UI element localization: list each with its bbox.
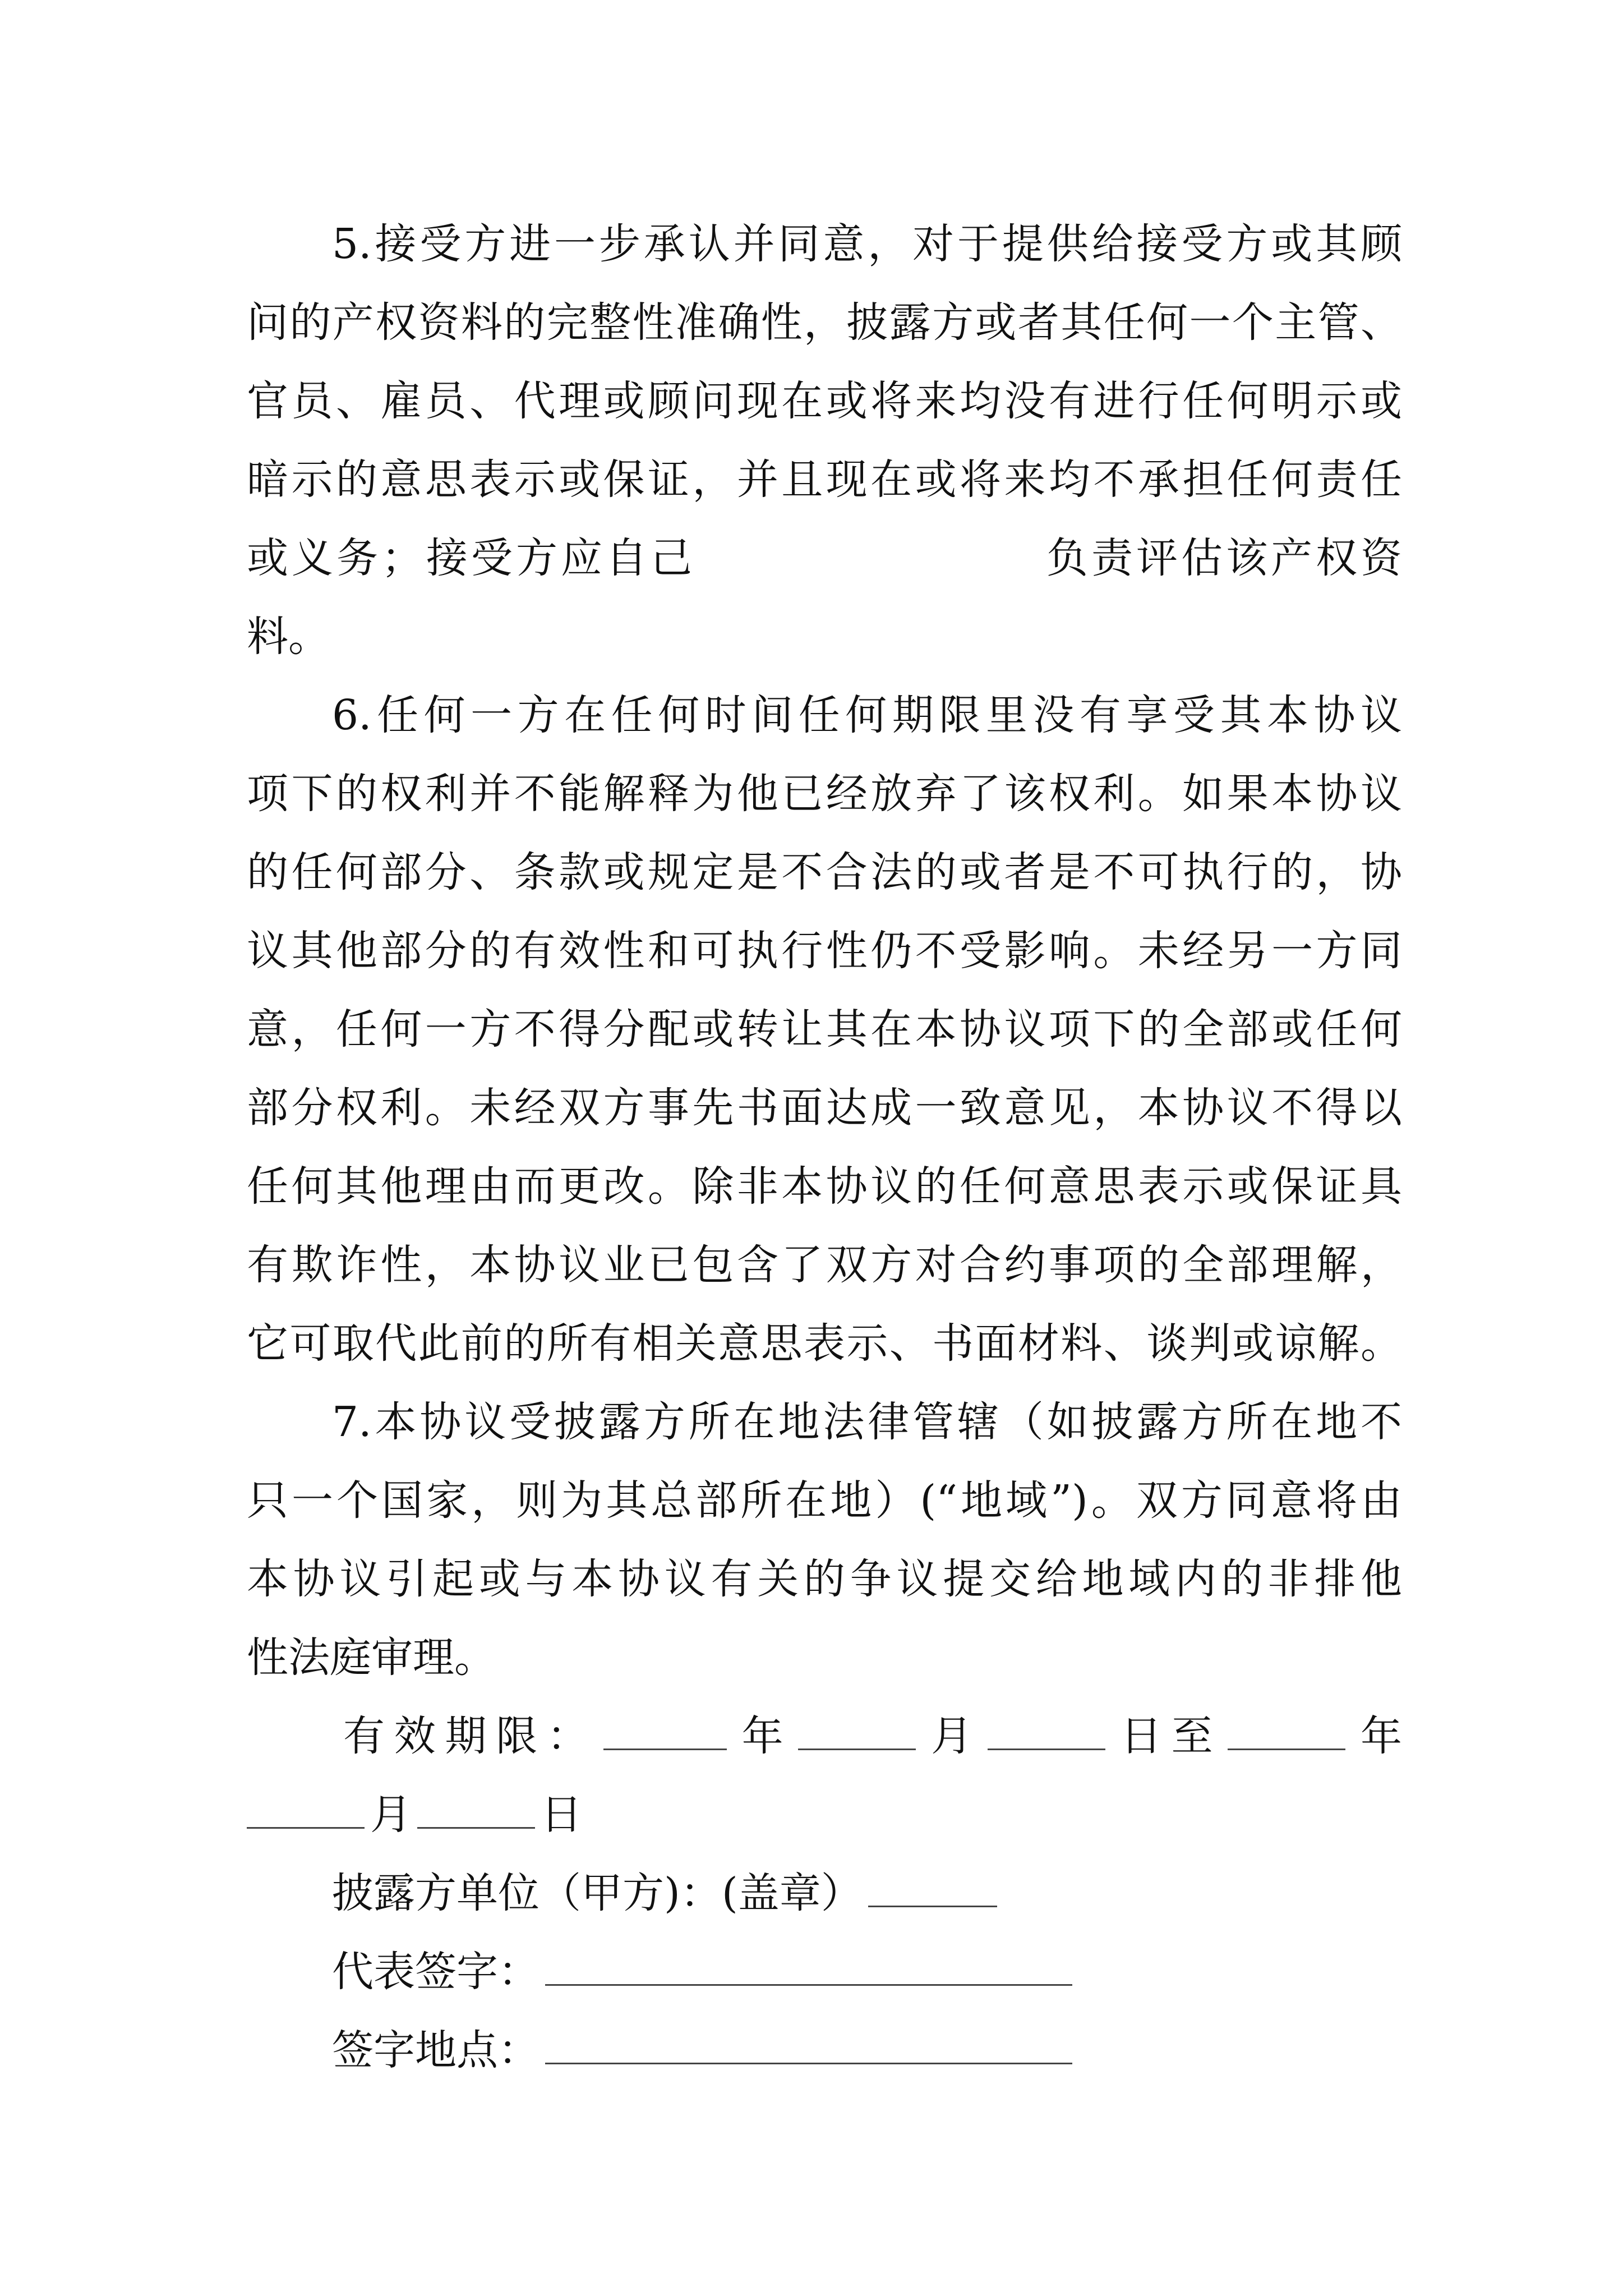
- discloser-label: 披露方单位（甲方)：(盖章）: [332, 1869, 863, 1917]
- paragraph-7-line-3: 本协议引起或与本协议有关的争议提交给地域内的非排他: [247, 1555, 1402, 1603]
- paragraph-5-line-3: 官员、雇员、代理或顾问现在或将来均没有进行任何明示或: [247, 377, 1402, 425]
- validity-label: 有效期限：: [343, 1712, 598, 1760]
- end-year-unit: 年: [1351, 1712, 1403, 1760]
- paragraph-6-line-3: 的任何部分、条款或规定是不合法的或者是不可执行的，协: [247, 848, 1402, 896]
- paragraph-6-line-8: 有欺诈性，本协议业已包含了双方对合约事项的全部理解，: [247, 1241, 1402, 1289]
- start-month-unit: 月: [921, 1712, 982, 1760]
- paragraph-5-line-5-start: 或义务；接受方应自己: [247, 534, 695, 582]
- end-day-blank[interactable]: [417, 1788, 535, 1829]
- paragraph-6-line-9: 它可取代此前的所有相关意思表示、书面材料、谈判或谅解。: [247, 1319, 1402, 1368]
- paragraph-7-line-4: 性法庭审理。: [247, 1634, 496, 1682]
- representative-signature-blank[interactable]: [545, 1945, 1072, 1986]
- paragraph-7-line-1: 7.本协议受披露方所在地法律管辖（如披露方所在地不: [332, 1398, 1402, 1446]
- paragraph-6-line-1: 6.任何一方在任何时间任何期限里没有享受其本协议: [332, 691, 1402, 739]
- end-year-blank[interactable]: [1228, 1709, 1345, 1750]
- paragraph-5-line-4: 暗示的意思表示或保证，并且现在或将来均不承担任何责任: [247, 455, 1402, 504]
- end-month-unit: 月: [370, 1791, 412, 1839]
- end-day-unit: 日: [541, 1791, 582, 1839]
- discloser-seal-blank[interactable]: [868, 1866, 997, 1907]
- paragraph-5-line-1: 5.接受方进一步承认并同意，对于提供给接受方或其顾: [332, 220, 1402, 268]
- start-year-unit: 年: [732, 1712, 793, 1760]
- validity-period-line-2: [247, 1787, 1402, 1843]
- signing-place-row: [332, 2022, 1078, 2078]
- signing-place-label: 签字地点：: [332, 2026, 540, 2074]
- representative-signature-row: [332, 1944, 1078, 2000]
- paragraph-5-line-6: 料。: [247, 613, 330, 661]
- discloser-signature-row: [332, 1865, 1003, 1921]
- paragraph-6-line-4: 议其他部分的有效性和可执行性仍不受影响。未经另一方同: [247, 927, 1402, 975]
- paragraph-6-line-6: 部分权利。未经双方事先书面达成一致意见，本协议不得以: [247, 1084, 1402, 1132]
- start-day-to: 日至: [1110, 1712, 1223, 1760]
- start-month-blank[interactable]: [798, 1709, 916, 1750]
- paragraph-7-line-2: 只一个国家，则为其总部所在地）(“地域”)。双方同意将由: [247, 1476, 1402, 1525]
- paragraph-6-line-2: 项下的权利并不能解释为他已经放弃了该权利。如果本协议: [247, 770, 1402, 818]
- paragraph-6-line-7: 任何其他理由而更改。除非本协议的任何意思表示或保证具: [247, 1162, 1402, 1211]
- paragraph-5-line-5-end: 负责评估该产权资: [1043, 534, 1402, 582]
- validity-period-line-1: [343, 1708, 1402, 1764]
- signing-place-blank[interactable]: [545, 2023, 1072, 2064]
- representative-label: 代表签字：: [332, 1948, 540, 1996]
- paragraph-6-line-5: 意，任何一方不得分配或转让其在本协议项下的全部或任何: [247, 1005, 1402, 1053]
- paragraph-5-line-5: [247, 530, 1402, 586]
- end-month-blank[interactable]: [247, 1788, 365, 1829]
- start-day-blank[interactable]: [988, 1709, 1105, 1750]
- start-year-blank[interactable]: [603, 1709, 727, 1750]
- paragraph-5-line-2: 问的产权资料的完整性准确性，披露方或者其任何一个主管、: [247, 298, 1402, 347]
